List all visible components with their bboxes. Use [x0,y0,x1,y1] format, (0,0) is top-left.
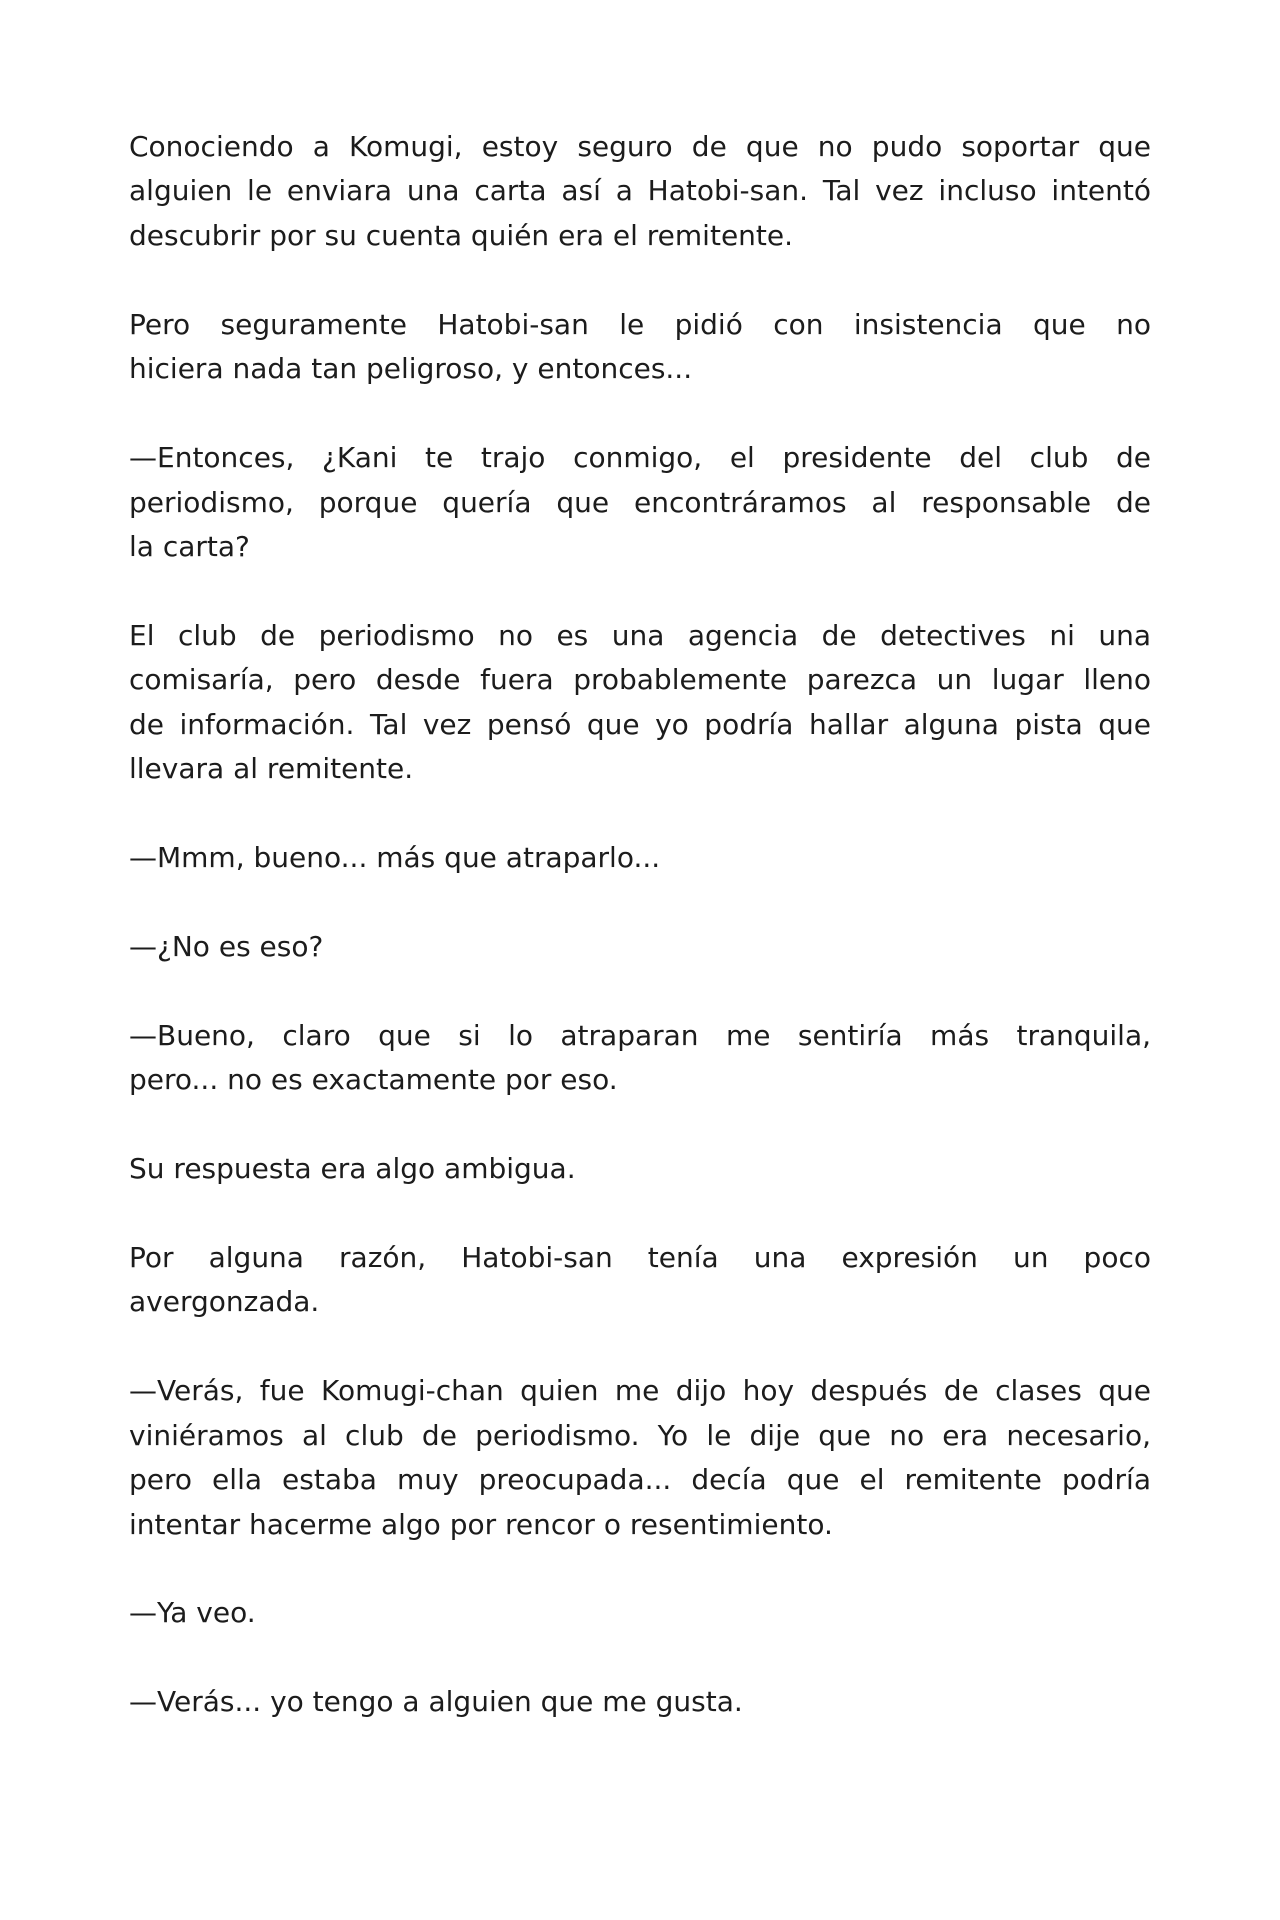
text-line: Por alguna razón, Hatobi-san tenía una expresión un poco [129,1240,1151,1274]
paragraph-5 [129,836,1151,880]
text-line: —Bueno, claro que si lo atraparan me sentiría más tranquila, [129,1018,1151,1052]
text-line: Su respuesta era algo ambigua. [129,1152,576,1186]
paragraph-1 [129,125,1151,258]
text-line: Pero seguramente Hatobi-san le pidió con insistencia que no [129,307,1151,341]
paragraph-9 [129,1236,1151,1325]
text-line: avergonzada. [129,1285,320,1319]
text-line: periodismo, porque quería que encontráramos al responsable de [129,485,1151,519]
text-line: —Mmm, bueno... más que atraparlo... [129,841,661,874]
paragraph-11 [129,1591,1151,1635]
text-line: hiciera nada tan peligroso, y entonces... [129,352,693,386]
document-page [129,125,1151,1769]
text-line: Conociendo a Komugi, estoy seguro de que no pudo soportar que [129,130,1151,163]
text-line: pero ella estaba muy preocupada... decía que el remitente podría [129,1463,1151,1497]
text-line: intentar hacerme algo por rencor o resentimiento. [129,1507,833,1541]
text-line: comisaría, pero desde fuera probablemente parezca un lugar lleno [129,663,1151,697]
text-line: —Verás, fue Komugi-chan quien me dijo hoy después de clases que [129,1374,1151,1408]
paragraph-4 [129,614,1151,792]
text-line: de información. Tal vez pensó que yo podría hallar alguna pista que [129,707,1151,741]
paragraph-2 [129,303,1151,392]
text-line: viniéramos al club de periodismo. Yo le dije que no era necesario, [129,1418,1151,1452]
text-line: descubrir por su cuenta quién era el remitente. [129,218,794,252]
text-line: —Ya veo. [129,1596,256,1630]
paragraph-7 [129,1014,1151,1103]
text-line: alguien le enviara una carta así a Hatobi-san. Tal vez incluso intentó [129,174,1151,208]
text-line: El club de periodismo no es una agencia de detectives ni una [129,618,1151,652]
paragraph-8 [129,1147,1151,1191]
text-line: —Entonces, ¿Kani te trajo conmigo, el presidente del club de [129,441,1151,475]
paragraph-6 [129,925,1151,969]
paragraph-10 [129,1369,1151,1547]
text-line: la carta? [129,529,250,563]
paragraph-12 [129,1680,1151,1724]
text-line: —¿No es eso? [129,929,324,963]
text-line: llevara al remitente. [129,752,414,786]
text-line: pero... no es exactamente por eso. [129,1063,618,1097]
text-line: —Verás... yo tengo a alguien que me gusta. [129,1685,743,1719]
paragraph-3 [129,436,1151,569]
